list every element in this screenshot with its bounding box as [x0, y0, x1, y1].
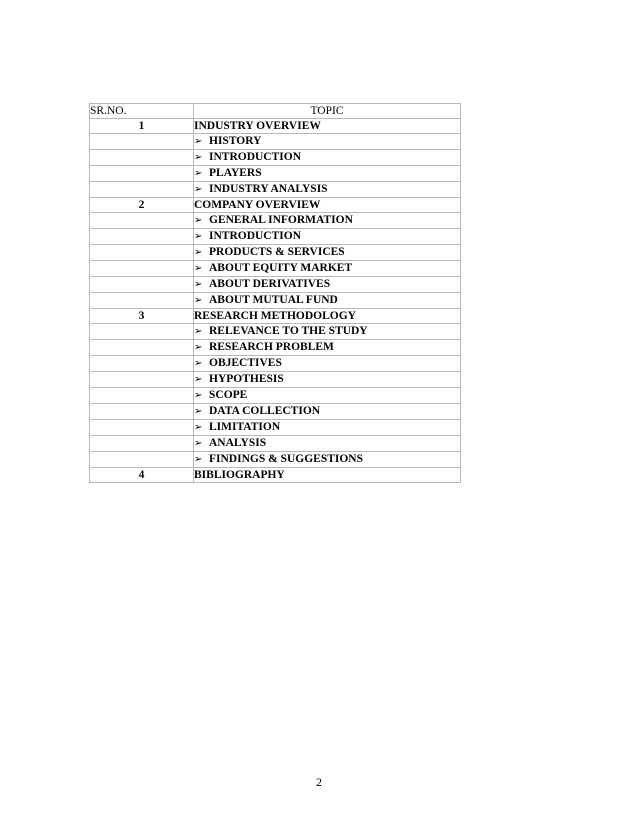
empty-cell	[90, 150, 194, 166]
section-title: COMPANY OVERVIEW	[194, 198, 461, 213]
subtopic-row	[90, 166, 461, 182]
header-sr-no: SR.NO.	[90, 104, 194, 119]
empty-cell	[90, 134, 194, 150]
empty-cell	[90, 182, 194, 198]
subtopic-label: GENERAL INFORMATION	[209, 214, 353, 227]
subtopic-label: INDUSTRY ANALYSIS	[209, 183, 328, 196]
subtopic-label: ABOUT EQUITY MARKET	[209, 262, 353, 275]
subtopic-row	[90, 420, 461, 436]
empty-cell	[90, 229, 194, 245]
subtopic-cell	[194, 420, 461, 436]
subtopic-row	[90, 134, 461, 150]
subtopic-cell	[194, 293, 461, 309]
subtopic-cell	[194, 182, 461, 198]
subtopic-row	[90, 372, 461, 388]
table-header-row	[90, 104, 461, 119]
subtopic-row	[90, 452, 461, 468]
arrow-bullet-icon: ➢	[194, 279, 203, 291]
subtopic-cell	[194, 404, 461, 420]
page-number: 2	[316, 775, 322, 789]
empty-cell	[90, 166, 194, 182]
subtopic-cell	[194, 229, 461, 245]
subtopic-cell	[194, 261, 461, 277]
section-title: RESEARCH METHODOLOGY	[194, 309, 461, 324]
subtopic-row	[90, 293, 461, 309]
arrow-bullet-icon: ➢	[194, 168, 203, 180]
arrow-bullet-icon: ➢	[194, 231, 203, 243]
subtopic-cell	[194, 213, 461, 229]
subtopic-label: ABOUT MUTUAL FUND	[209, 294, 338, 307]
arrow-bullet-icon: ➢	[194, 136, 203, 148]
arrow-bullet-icon: ➢	[194, 406, 203, 418]
subtopic-row	[90, 213, 461, 229]
subtopic-row	[90, 229, 461, 245]
empty-cell	[90, 420, 194, 436]
arrow-bullet-icon: ➢	[194, 438, 203, 450]
subtopic-label: HISTORY	[209, 135, 262, 148]
subtopic-label: DATA COLLECTION	[209, 405, 321, 418]
subtopic-row	[90, 340, 461, 356]
empty-cell	[90, 372, 194, 388]
subtopic-cell	[194, 372, 461, 388]
section-row	[90, 119, 461, 134]
section-row	[90, 309, 461, 324]
empty-cell	[90, 388, 194, 404]
empty-cell	[90, 277, 194, 293]
arrow-bullet-icon: ➢	[194, 422, 203, 434]
arrow-bullet-icon: ➢	[194, 326, 203, 338]
subtopic-label: RELEVANCE TO THE STUDY	[209, 325, 368, 338]
section-title: BIBLIOGRAPHY	[194, 468, 461, 483]
subtopic-row	[90, 436, 461, 452]
subtopic-label: RESEARCH PROBLEM	[209, 341, 334, 354]
empty-cell	[90, 340, 194, 356]
empty-cell	[90, 293, 194, 309]
arrow-bullet-icon: ➢	[194, 342, 203, 354]
empty-cell	[90, 356, 194, 372]
subtopic-label: LIMITATION	[209, 421, 281, 434]
subtopic-row	[90, 245, 461, 261]
subtopic-row	[90, 277, 461, 293]
section-number: 1	[90, 119, 194, 134]
section-row	[90, 468, 461, 483]
toc-table	[89, 103, 461, 483]
subtopic-cell	[194, 388, 461, 404]
subtopic-label: ANALYSIS	[209, 437, 267, 450]
subtopic-label: HYPOTHESIS	[209, 373, 284, 386]
subtopic-cell	[194, 356, 461, 372]
subtopic-label: PLAYERS	[209, 167, 262, 180]
arrow-bullet-icon: ➢	[194, 152, 203, 164]
section-number: 4	[90, 468, 194, 483]
arrow-bullet-icon: ➢	[194, 358, 203, 370]
empty-cell	[90, 261, 194, 277]
arrow-bullet-icon: ➢	[194, 263, 203, 275]
subtopic-cell	[194, 277, 461, 293]
subtopic-row	[90, 388, 461, 404]
subtopic-cell	[194, 324, 461, 340]
arrow-bullet-icon: ➢	[194, 454, 203, 466]
subtopic-row	[90, 150, 461, 166]
empty-cell	[90, 245, 194, 261]
arrow-bullet-icon: ➢	[194, 247, 203, 259]
arrow-bullet-icon: ➢	[194, 295, 203, 307]
section-title: INDUSTRY OVERVIEW	[194, 119, 461, 134]
empty-cell	[90, 213, 194, 229]
subtopic-cell	[194, 134, 461, 150]
section-row	[90, 198, 461, 213]
subtopic-cell	[194, 166, 461, 182]
empty-cell	[90, 324, 194, 340]
subtopic-row	[90, 182, 461, 198]
header-topic: TOPIC	[194, 104, 461, 119]
empty-cell	[90, 404, 194, 420]
empty-cell	[90, 452, 194, 468]
arrow-bullet-icon: ➢	[194, 374, 203, 386]
subtopic-cell	[194, 245, 461, 261]
subtopic-cell	[194, 340, 461, 356]
subtopic-cell	[194, 452, 461, 468]
subtopic-label: PRODUCTS & SERVICES	[209, 246, 345, 259]
subtopic-row	[90, 324, 461, 340]
section-number: 3	[90, 309, 194, 324]
empty-cell	[90, 436, 194, 452]
toc-body	[90, 119, 461, 483]
subtopic-label: INTRODUCTION	[209, 230, 302, 243]
subtopic-label: OBJECTIVES	[209, 357, 282, 370]
section-number: 2	[90, 198, 194, 213]
subtopic-row	[90, 261, 461, 277]
subtopic-row	[90, 404, 461, 420]
subtopic-cell	[194, 150, 461, 166]
arrow-bullet-icon: ➢	[194, 390, 203, 402]
subtopic-label: SCOPE	[209, 389, 248, 402]
arrow-bullet-icon: ➢	[194, 184, 203, 196]
subtopic-cell	[194, 436, 461, 452]
subtopic-label: ABOUT DERIVATIVES	[209, 278, 331, 291]
subtopic-label: FINDINGS & SUGGESTIONS	[209, 453, 364, 466]
subtopic-row	[90, 356, 461, 372]
subtopic-label: INTRODUCTION	[209, 151, 302, 164]
arrow-bullet-icon: ➢	[194, 215, 203, 227]
